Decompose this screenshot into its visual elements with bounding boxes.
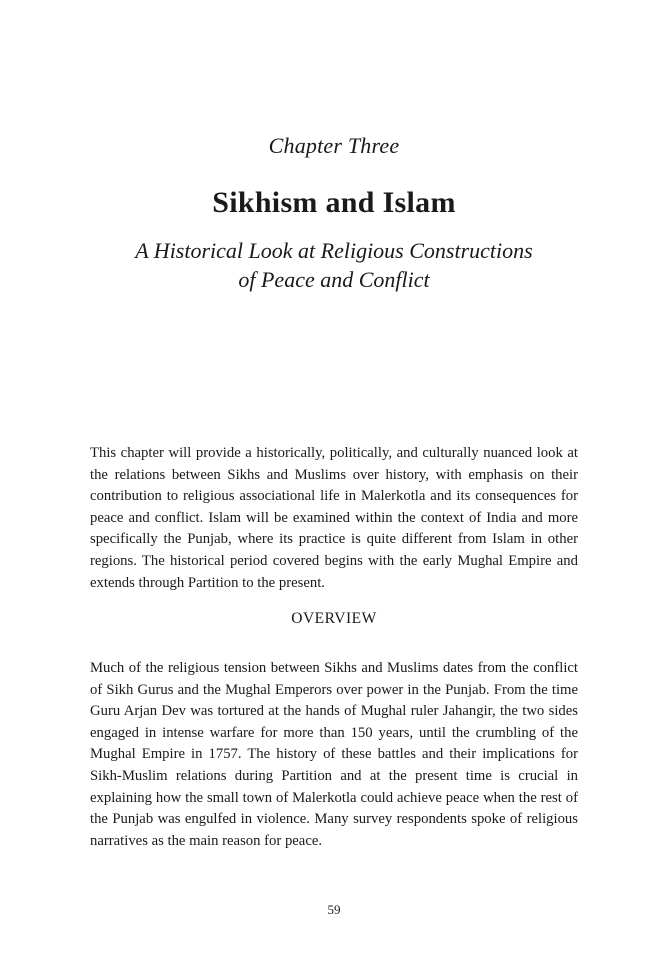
chapter-subtitle-line-2: of Peace and Conflict: [238, 267, 430, 292]
section-heading-overview: OVERVIEW: [291, 610, 377, 627]
chapter-title: Sikhism and Islam: [212, 186, 456, 219]
chapter-label: Chapter Three: [268, 133, 400, 158]
chapter-subtitle-line-1: A Historical Look at Religious Constructions: [135, 238, 533, 263]
chapter-subtitle: [0, 236, 650, 294]
page-number: 59: [327, 902, 341, 917]
overview-paragraph: Much of the religious tension between Sikhs and Muslims dates from the conflict of Sikh Gurus and the Mughal Emperors over power in the Punjab. From the time Guru Arjan Dev was tortured at the hands of Mughal ruler Jahangir, the two sides engaged in intense warfare for more than 150 years, until the crumbling of the Mughal Empire in 1757. The history of these battles and their implications for Sikh-Muslim relations during Partition and at the present time is crucial in explaining how the small town of Malerkotla could achieve peace when the rest of the Punjab was engulfed in violence. Many survey respondents spoke of religious narratives as the main reason for peace.: [90, 660, 578, 849]
intro-paragraph: This chapter will provide a historically, politically, and culturally nuanced look at the relations between Sikhs and Muslims over history, with emphasis on their contribution to religious associational life in Malerkotla and its consequences for peace and conflict. Islam will be examined within the context of India and more specifically the Punjab, where its practice is quite different from Islam in other regions. The historical period covered begins with the early Mughal Empire and extends through Partition to the present.: [90, 445, 578, 591]
